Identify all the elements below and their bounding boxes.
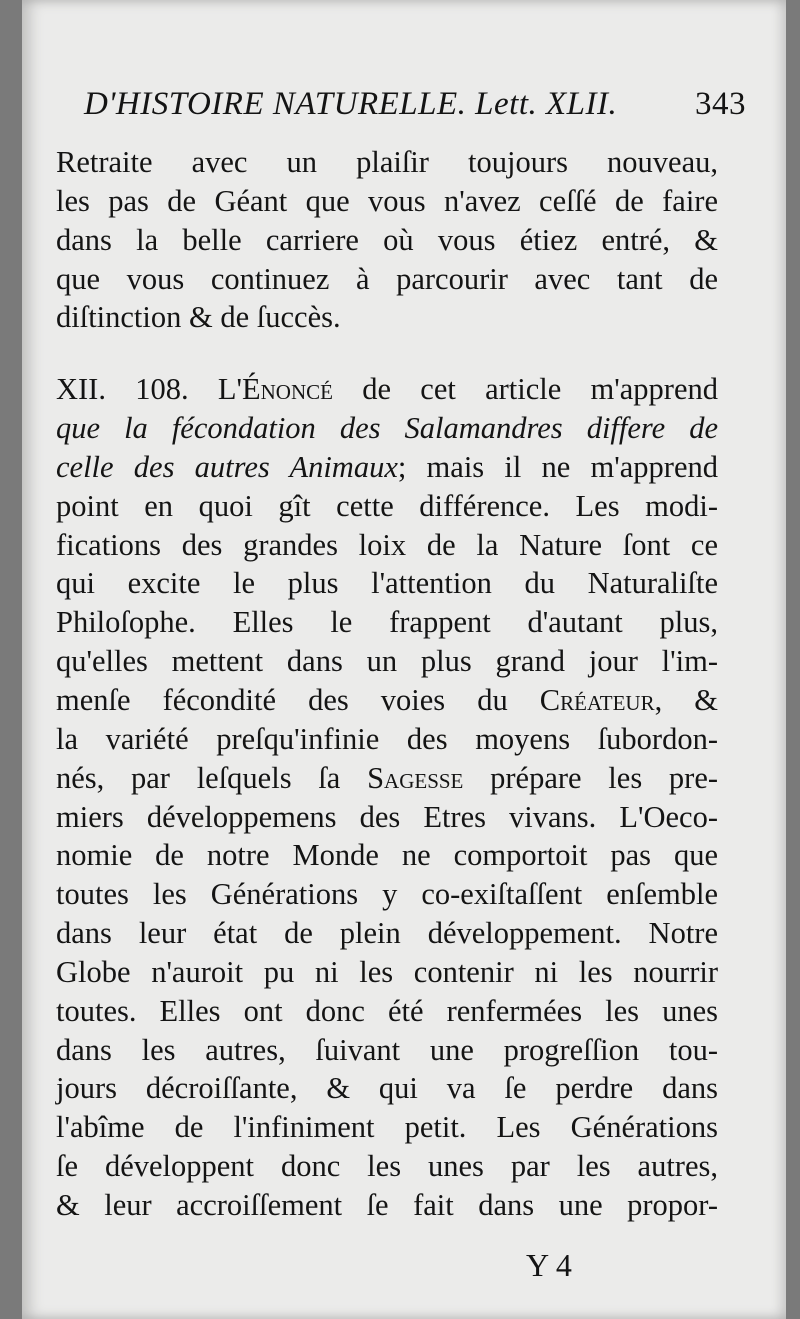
italic-span: celle des autres Animaux bbox=[56, 449, 398, 484]
paragraph-2 bbox=[56, 370, 718, 1225]
text-line: les pas de Géant que vous n'avez ceſſé de faire bbox=[56, 183, 718, 218]
signature-mark: Y 4 bbox=[526, 1247, 572, 1283]
text-span: de cet article m'apprend bbox=[362, 372, 719, 407]
text-line bbox=[56, 759, 718, 798]
text-line: Retraite avec un plaiſir toujours nouveau, bbox=[56, 145, 718, 179]
text-line: point en quoi gît cette différence. Les modi- bbox=[56, 488, 718, 523]
text-line: qu'elles mettent dans un plus grand jour l'im- bbox=[56, 644, 718, 679]
text-line: l'abîme de l'infiniment petit. Les Générations bbox=[56, 1110, 718, 1145]
text-span: nés, par leſquels ſa bbox=[56, 760, 341, 795]
enonce-word: L'Énoncé bbox=[217, 372, 333, 407]
page-number: 343 bbox=[695, 86, 746, 122]
running-head-title: D'HISTOIRE NATURELLE. Lett. XLII. bbox=[84, 86, 618, 122]
text-span: ; mais il ne m'apprend bbox=[397, 449, 718, 484]
section-number: XII. 108. bbox=[56, 372, 189, 407]
text-line: qui excite le plus l'attention du Naturaliſte bbox=[56, 566, 718, 601]
text-line bbox=[56, 681, 718, 720]
text-line: que vous continuez à parcourir avec tant de bbox=[56, 261, 718, 296]
text-line: jours décroiſſante, & qui va ſe perdre dans bbox=[56, 1071, 718, 1106]
text-line: ſe développent donc les unes par les autres, bbox=[56, 1149, 718, 1184]
paragraph-gap bbox=[56, 337, 718, 370]
text-span: prépare les pre- bbox=[490, 760, 719, 795]
text-line: la variété preſqu'infinie des moyens ſubordon- bbox=[56, 721, 718, 756]
text-line bbox=[56, 448, 718, 487]
text-line: diſtinction & de ſuccès. bbox=[56, 300, 341, 335]
text-line: nomie de notre Monde ne comportoit pas que bbox=[56, 838, 718, 873]
text-line: Philoſophe. Elles le frappent d'autant plus, bbox=[56, 605, 718, 640]
text-line: & leur accroiſſement ſe fait dans une propor- bbox=[56, 1187, 718, 1222]
sagesse-word: Sagesse bbox=[367, 760, 464, 795]
text-span: , & bbox=[654, 682, 719, 717]
text-line: que la fécondation des Salamandres differe de bbox=[56, 411, 718, 446]
text-line bbox=[56, 370, 718, 409]
text-line: toutes les Générations y co-exiſtaſſent enſemble bbox=[56, 877, 718, 912]
text-line: dans leur état de plein développement. Notre bbox=[56, 916, 718, 951]
text-line: dans les autres, ſuivant une progreſſion tou- bbox=[56, 1032, 718, 1067]
text-line: toutes. Elles ont donc été renfermées les unes bbox=[56, 993, 718, 1028]
running-head bbox=[84, 86, 746, 130]
text-line: miers développemens des Etres vivans. L'Oeco- bbox=[56, 799, 718, 834]
text-line: fications des grandes loix de la Nature ſont ce bbox=[56, 527, 718, 562]
createur-word: Créateur bbox=[539, 682, 655, 717]
body-text bbox=[56, 143, 718, 1225]
text-line: dans la belle carriere où vous étiez entré, & bbox=[56, 222, 718, 257]
book-page bbox=[22, 0, 786, 1319]
text-line: Globe n'auroit pu ni les contenir ni les nourrir bbox=[56, 954, 718, 989]
paragraph-1 bbox=[56, 143, 718, 337]
text-span: menſe fécondité des voies du bbox=[56, 682, 508, 717]
